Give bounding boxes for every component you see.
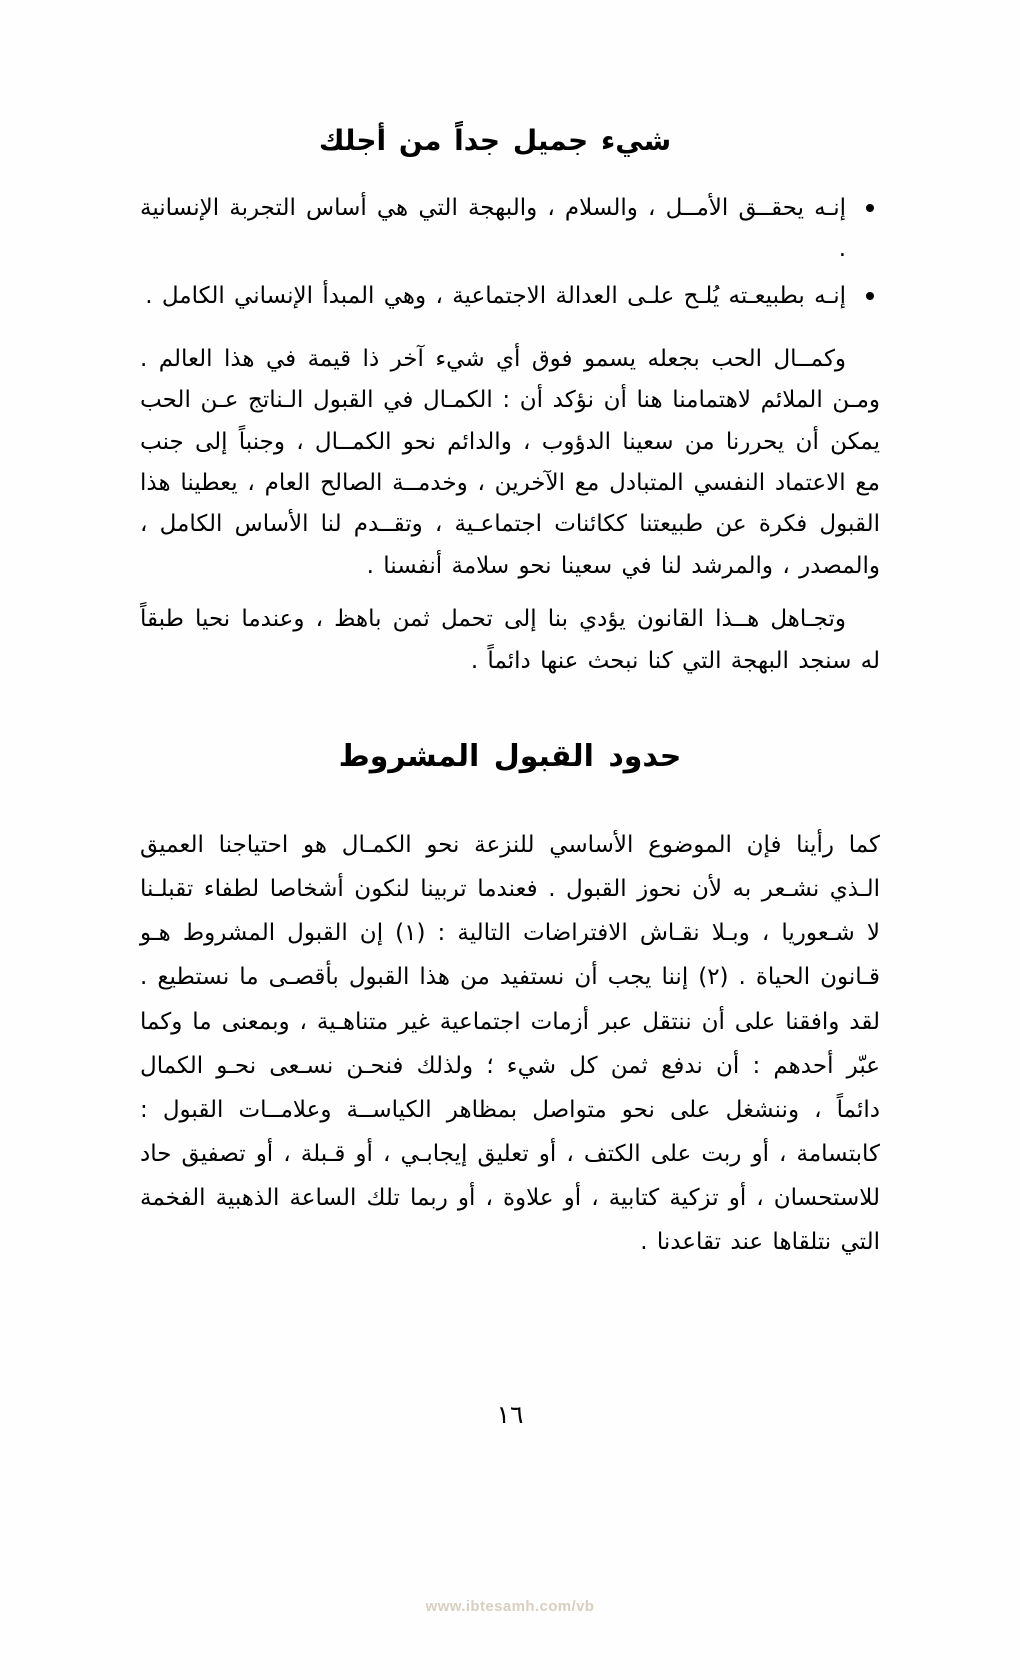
bullet-dot-icon bbox=[866, 292, 874, 300]
bullet-list bbox=[140, 188, 880, 317]
bullet-dot-icon bbox=[866, 204, 874, 212]
body-paragraph: وكمــال الحب بجعله يسمو فوق أي شيء آخر ذا قيمة في هذا العالم . ومـن الملائم لاهتمامنا هنا أن نؤكد أن : الكمـال في القبول الـناتج عـن الحب يمكن أن يحررنا من سعينا الدؤوب ، والدائم نحو الكمــال ، وجنباً إلى جنب مع الاعتماد النفسي المتبادل مع الآخرين ، وخدمــة الصالح العام ، يعطينا هذا القبول فكرة عن طبيعتنا ككائنات اجتماعـية ، وتقــدم لنا الأساس الكامل ، والمصدر ، والمرشد لنا في سعينا نحو سلامة أنفسنا . bbox=[140, 345, 880, 579]
page-content bbox=[140, 120, 880, 1277]
list-item-text: إنـه يحقــق الأمــل ، والسلام ، والبهجة التي هي أساس التجربة الإنسانية . bbox=[140, 195, 846, 262]
list-item bbox=[140, 188, 880, 270]
list-item bbox=[140, 276, 880, 317]
body-paragraph: كما رأينا فإن الموضوع الأساسي للنزعة نحو الكمـال هو احتياجنا العميق الـذي نشـعر به لأن نحوز القبول . فعندما تربينا لنكون أشخاصا لطفاء تقبلـنا لا شـعوريا ، وبـلا نقـاش الافتراضات التالية : (١) إن القبول المشروط هـو قـانون الحياة . (٢) إننا يجب أن نستفيد من هذا القبول بأقصـى ما نستطيع . لقد وافقنا على أن ننتقل عبر أزمات اجتماعية غير متناهـية ، وبمعنى ما وكما عبّر أحدهم : أن ندفع ثمن كل شيء ؛ ولذلك فنحـن نسـعى نحـو الكمال دائماً ، وننشغل على نحو متواصل بمظاهر الكياســة وعلامــات القبول : كابتسامة ، أو ربت على الكتف ، أو تعليق إيجابـي ، أو قـبلة ، أو تصفيق حاد للاستحسان ، أو تزكية كتابية ، أو علاوة ، أو ربما تلك الساعة الذهبية الفخمة التي نتلقاها عند تقاعدنا . bbox=[140, 831, 881, 1256]
section-two bbox=[140, 734, 880, 1265]
section-heading: حدود القبول المشروط bbox=[338, 738, 682, 774]
list-item-text: إنـه بطبيعـته يُلـح علـى العدالة الاجتماعية ، وهي المبدأ الإنساني الكامل . bbox=[145, 282, 846, 309]
section-one bbox=[140, 120, 880, 682]
body-paragraph: وتجـاهل هــذا القانون يؤدي بنا إلى تحمل ثمن باهظ ، وعندما نحيا طبقاً له سنجد البهجة التي كنا نبحث عنها دائماً . bbox=[140, 606, 880, 674]
watermark: www.ibtesamh.com/vb bbox=[425, 1598, 595, 1615]
page-title: شيء جميل جداً من أجلك bbox=[318, 124, 672, 157]
page-number: ١٦ bbox=[496, 1400, 524, 1429]
